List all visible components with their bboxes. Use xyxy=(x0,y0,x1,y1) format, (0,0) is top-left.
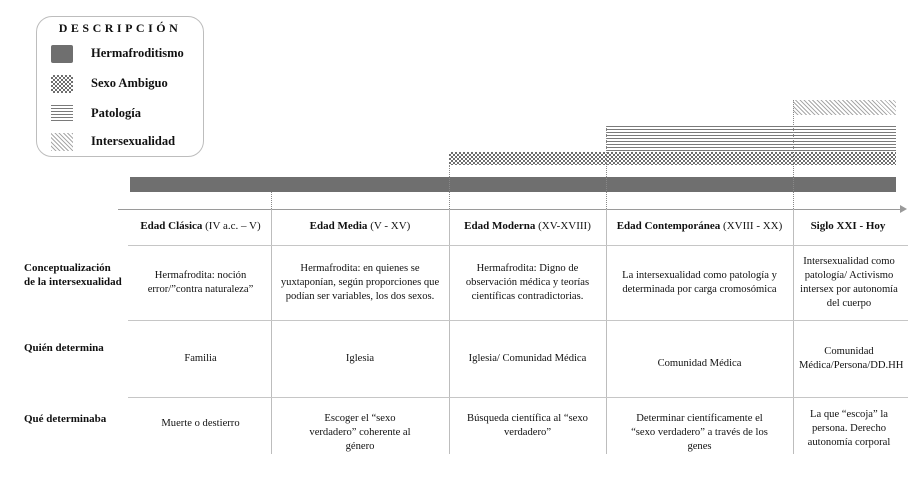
hermafroditismo-band xyxy=(130,177,896,192)
row-divider xyxy=(128,320,908,321)
legend-label: Patología xyxy=(91,106,141,120)
diagonal-swatch-icon xyxy=(51,133,73,151)
arrow-right-icon xyxy=(900,205,907,213)
row-label-quien-determina: Quién determina xyxy=(24,342,104,354)
table-cell: Muerte o destierro xyxy=(161,418,240,429)
patologia-band xyxy=(606,126,896,155)
table-cell: Búsqueda científica al “sexo verdadero” xyxy=(467,413,588,438)
table-cell: Comunidad Médica xyxy=(657,358,742,369)
legend-label: Intersexualidad xyxy=(91,134,176,148)
legend-title: DESCRIPCIÓN xyxy=(58,21,182,35)
legend-label: Sexo Ambiguo xyxy=(91,76,168,90)
period-header-contemporanea: Edad Contemporánea (XVIII - XX) xyxy=(616,220,783,232)
period-header-clasica: Edad Clásica (IV a.c. – V) xyxy=(140,220,261,232)
table-cell: Hermafrodita: en quienes se yuxtaponían, según proporciones que podían ser variables, los dos sexos. xyxy=(280,263,440,302)
period-marker xyxy=(271,192,272,209)
table-cell: Intersexualidad como patología/ Activismo intersex por autonomía del cuerpo xyxy=(800,256,898,309)
table-cell: Determinar científicamente el “sexo verdadero” a través de los genes xyxy=(631,413,768,452)
row-label-que-determinaba: Qué determinaba xyxy=(24,413,107,425)
sexo-ambiguo-band xyxy=(449,152,896,165)
period-marker xyxy=(793,100,794,209)
timeline-axis xyxy=(118,209,902,210)
intersexualidad-band xyxy=(793,100,896,115)
table-cell: Iglesia xyxy=(345,353,375,364)
solid-swatch-icon xyxy=(51,45,73,63)
row-label-conceptualizacion: Conceptualización de la intersexualidad xyxy=(24,262,122,288)
period-marker xyxy=(606,126,607,209)
table-cell: La que “escoja” la persona. Derecho autonomía corporal xyxy=(807,409,891,448)
table-cell: Familia xyxy=(184,353,217,364)
table-cell: Escoger el “sexo verdadero” coherente al género xyxy=(309,413,411,452)
period-header-media: Edad Media (V - XV) xyxy=(309,220,411,232)
checker-swatch-icon xyxy=(51,75,73,93)
table-cell: Iglesia/ Comunidad Médica xyxy=(468,353,587,364)
table-cell: La intersexualidad como patología y determinada por carga cromosómica xyxy=(622,270,777,295)
table-cell: Hermafrodita: noción error/”contra naturaleza” xyxy=(147,270,254,295)
lines-swatch-icon xyxy=(51,105,73,123)
period-marker xyxy=(449,165,450,209)
table-cell: Hermafrodita: Digno de observación médica y teorías científicas contradictorias. xyxy=(465,263,590,302)
legend-box xyxy=(36,16,204,157)
period-header-siglo-xxi: Siglo XXI - Hoy xyxy=(810,220,886,232)
row-divider xyxy=(128,245,908,246)
table-cell: Comunidad Médica/Persona/DD.HH xyxy=(799,346,904,371)
period-header-moderna: Edad Moderna (XV-XVIII) xyxy=(464,220,591,232)
legend-label: Hermafroditismo xyxy=(91,46,184,60)
